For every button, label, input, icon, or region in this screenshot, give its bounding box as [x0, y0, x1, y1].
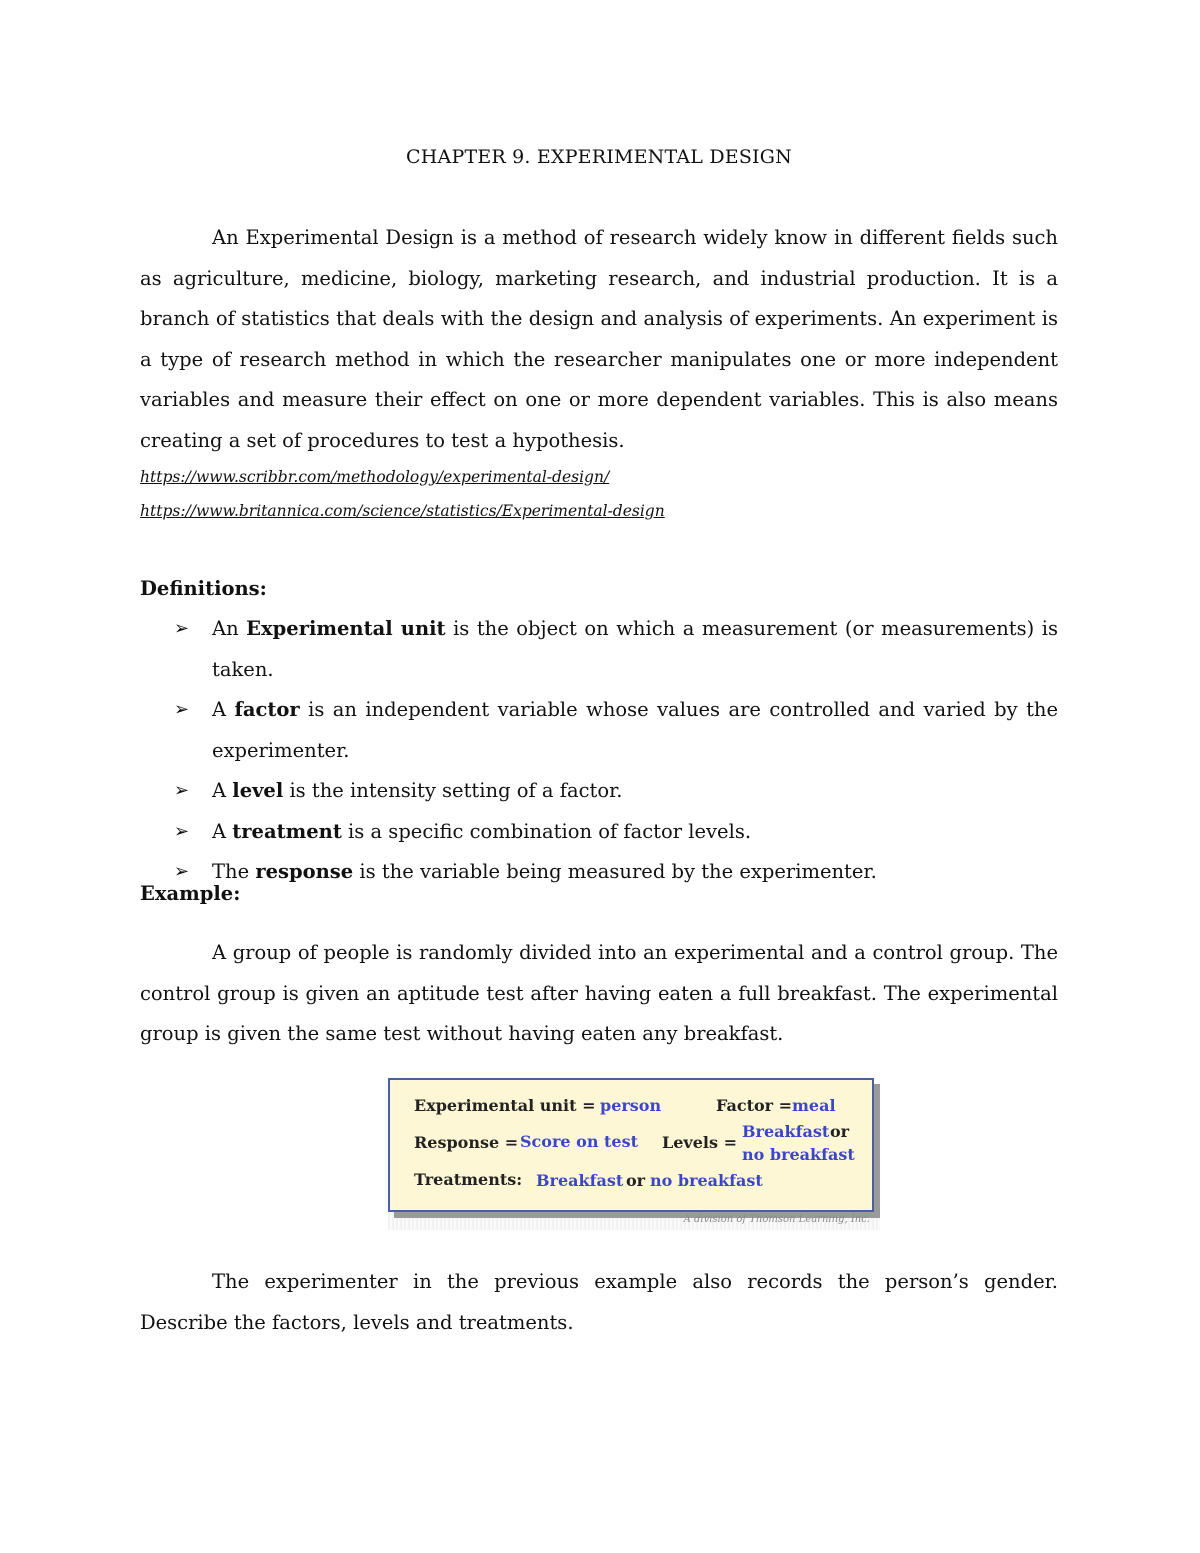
- arrow-bullet-icon: ➢: [174, 618, 190, 639]
- arrow-bullet-icon: ➢: [174, 820, 190, 842]
- definitions-list: [140, 609, 1058, 893]
- definition-text: is the intensity setting of a factor.: [283, 779, 623, 802]
- definition-pre: An: [212, 617, 247, 640]
- treatments-or: or: [626, 1171, 646, 1190]
- britannica-link[interactable]: https://www.britannica.com/science/statistics/Experimental-design: [140, 502, 665, 520]
- treatments-value-1: Breakfast: [536, 1171, 624, 1190]
- response-label: Response =: [414, 1133, 519, 1152]
- levels-or: or: [830, 1122, 850, 1141]
- definition-item: [140, 771, 1058, 812]
- definition-term: level: [232, 779, 284, 802]
- levels-value-1: Breakfast: [742, 1122, 830, 1141]
- treatments-value-2: no breakfast: [650, 1171, 763, 1190]
- definition-text: is the object on which a measurement (or measurements) is taken.: [212, 617, 1058, 681]
- definition-item: [140, 852, 1058, 893]
- definition-item: [140, 812, 1058, 853]
- scribbr-link[interactable]: https://www.scribbr.com/methodology/experimental-design/: [140, 468, 610, 486]
- arrow-bullet-icon: ➢: [174, 699, 190, 720]
- levels-label: Levels =: [662, 1133, 737, 1152]
- definition-pre: A: [212, 698, 235, 721]
- definitions-heading: Definitions:: [140, 577, 267, 600]
- intro-paragraph: An Experimental Design is a method of research widely know in different fields such as agriculture, medicine, biology, marketing research, and industrial production. It is a branch of statistics that deals with the design and analysis of experiments. An experiment is a type of research method in which the researcher manipulates one or more independent variables and measure their effect on one or more dependent variables. This is also means creating a set of procedures to test a hypothesis.: [140, 226, 1058, 452]
- definition-term: response: [255, 860, 354, 883]
- levels-value-2: no breakfast: [742, 1145, 855, 1164]
- figure-credit: A division of Thomson Learning, Inc.: [683, 1214, 870, 1225]
- definition-text: is the variable being measured by the experimenter.: [353, 860, 877, 883]
- unit-value: person: [600, 1096, 662, 1115]
- example-heading: Example:: [140, 882, 241, 905]
- chapter-title: CHAPTER 9. EXPERIMENTAL DESIGN: [406, 146, 792, 168]
- question-paragraph: The experimenter in the previous example also records the person’s gender. Describe the factors, levels and treatments.: [140, 1270, 1058, 1334]
- definition-pre: A: [212, 819, 233, 843]
- definition-pre: The: [212, 860, 256, 883]
- definition-item: [140, 609, 1058, 690]
- definition-item: [140, 690, 1058, 771]
- definition-term: factor: [234, 698, 300, 721]
- unit-label: Experimental unit =: [414, 1096, 596, 1115]
- figure-box: [388, 1078, 874, 1212]
- definition-pre: A: [212, 779, 233, 802]
- definition-term: Experimental unit: [246, 617, 446, 640]
- definition-text: is a specific combination of factor levels.: [341, 819, 752, 843]
- treatments-label: Treatments:: [414, 1170, 523, 1189]
- response-value: Score on test: [520, 1132, 638, 1151]
- arrow-bullet-icon: ➢: [174, 861, 190, 882]
- factor-label: Factor =: [716, 1096, 793, 1115]
- definition-term: treatment: [232, 819, 342, 843]
- example-paragraph: A group of people is randomly divided into an experimental and a control group. The control group is given an aptitude test after having eaten a full breakfast. The experimental group is given the same test without having eaten any breakfast.: [140, 941, 1058, 1045]
- factor-value: meal: [792, 1096, 836, 1115]
- definition-text: is an independent variable whose values are controlled and varied by the experimenter.: [212, 698, 1059, 762]
- arrow-bullet-icon: ➢: [174, 780, 190, 801]
- example-figure: [388, 1078, 880, 1234]
